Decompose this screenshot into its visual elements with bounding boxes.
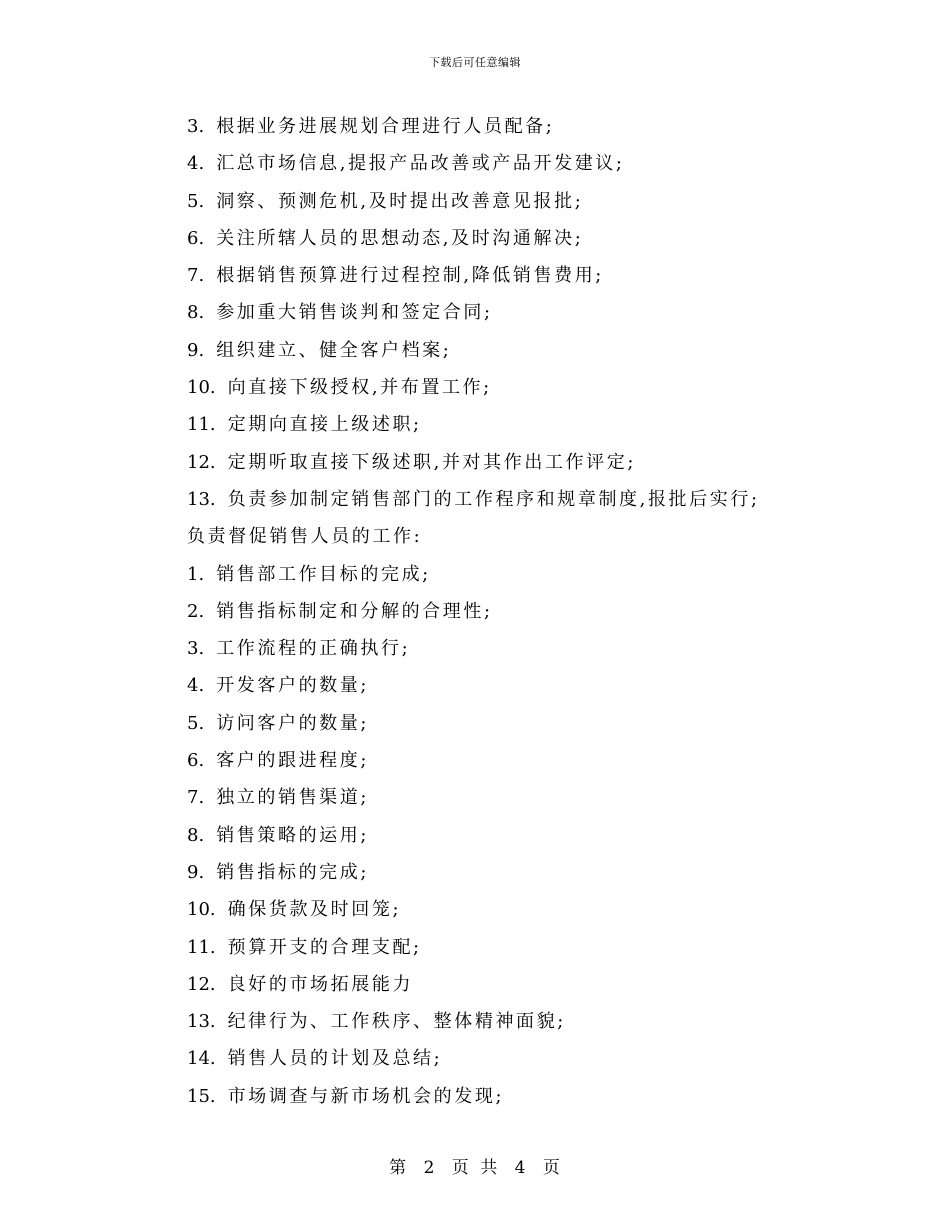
list-item <box>187 593 847 630</box>
list-item <box>187 817 847 854</box>
list-item-number: 4. <box>187 675 205 697</box>
list-item-text: 确保货款及时回笼; <box>227 899 402 921</box>
page-footer <box>0 1153 950 1178</box>
list-item <box>187 406 847 443</box>
list-item-number: 5. <box>187 712 205 734</box>
list-item-text: 工作流程的正确执行; <box>216 638 411 660</box>
document-body <box>187 108 847 1115</box>
footer-total-pages: 4 <box>514 1158 527 1178</box>
list-item-text: 负责参加制定销售部门的工作程序和规章制度,报批后实行; <box>227 488 760 510</box>
list-item <box>187 1040 847 1077</box>
list-item <box>187 1003 847 1040</box>
list-item-number: 3. <box>187 116 205 137</box>
list-item-number: 3. <box>187 638 205 660</box>
footer-page-number: 2 <box>423 1158 436 1178</box>
list-item-text: 销售人员的计划及总结; <box>227 1048 443 1070</box>
list-item-text: 客户的跟进程度; <box>216 750 370 772</box>
list-item-text: 定期向直接上级述职; <box>227 414 422 436</box>
page-header: 下载后可任意编辑 <box>429 56 521 69</box>
list-item-number: 4. <box>187 153 205 175</box>
list-item-number: 8. <box>187 302 205 324</box>
list-item-number: 13. <box>187 1011 216 1033</box>
list-item-number: 12. <box>187 451 216 473</box>
list-item-text: 市场调查与新市场机会的发现; <box>227 1085 505 1107</box>
list-item <box>187 444 847 481</box>
list-item <box>187 891 847 928</box>
list-item <box>187 145 847 182</box>
list-item-number: 10. <box>187 377 216 399</box>
list-item-text: 纪律行为、工作秩序、整体精神面貌; <box>227 1011 566 1033</box>
list-item-text: 访问客户的数量; <box>216 712 370 734</box>
list-item <box>187 332 847 369</box>
list-item-text: 参加重大销售谈判和签定合同; <box>216 302 493 324</box>
list-item-text: 良好的市场拓展能力 <box>227 973 414 995</box>
list-item <box>187 369 847 406</box>
list-item-text: 销售指标制定和分解的合理性; <box>216 600 493 622</box>
list-item-text: 根据销售预算进行过程控制,降低销售费用; <box>216 265 604 287</box>
list-item-text: 销售指标的完成; <box>216 861 370 883</box>
list-item-text: 销售部工作目标的完成; <box>216 563 431 585</box>
list-item-number: 11. <box>187 936 216 958</box>
list-item <box>187 966 847 1003</box>
list-item-number: 7. <box>187 265 205 287</box>
list-item-text: 洞察、预测危机,及时提出改善意见报批; <box>216 190 584 212</box>
list-item-number: 2. <box>187 600 205 622</box>
list-item-number: 12. <box>187 973 216 995</box>
list-item-text: 向直接下级授权,并布置工作; <box>227 377 492 399</box>
footer-prefix: 第 <box>389 1158 408 1178</box>
list-item-text: 开发客户的数量; <box>216 675 370 697</box>
list-item <box>187 705 847 742</box>
list-item-text: 销售策略的运用; <box>216 824 370 846</box>
list-item-number: 9. <box>187 339 205 361</box>
footer-middle: 页 共 <box>451 1158 499 1178</box>
list-item <box>187 779 847 816</box>
list-item-text: 关注所辖人员的思想动态,及时沟通解决; <box>216 227 584 249</box>
list-item <box>187 667 847 704</box>
list-item-number: 7. <box>187 787 205 809</box>
list-item-text: 独立的销售渠道; <box>216 787 370 809</box>
list-item <box>187 1078 847 1115</box>
list-item <box>187 294 847 331</box>
list-item-number: 6. <box>187 227 205 249</box>
list-item-number: 13. <box>187 488 216 510</box>
list-item-number: 10. <box>187 899 216 921</box>
section-heading <box>187 518 847 555</box>
list-item-number: 15. <box>187 1085 216 1107</box>
list-item <box>187 854 847 891</box>
list-item-text: 根据业务进展规划合理进行人员配备; <box>216 116 555 137</box>
footer-suffix: 页 <box>542 1158 561 1178</box>
list-item-number: 9. <box>187 861 205 883</box>
list-item <box>187 630 847 667</box>
list-item-text: 组织建立、健全客户档案; <box>216 339 452 361</box>
list-item-number: 11. <box>187 414 216 436</box>
list-item-number: 1. <box>187 563 205 585</box>
list-item <box>187 183 847 220</box>
list-item <box>187 929 847 966</box>
list-item-number: 8. <box>187 824 205 846</box>
list-item <box>187 108 847 145</box>
list-item-text: 定期听取直接下级述职,并对其作出工作评定; <box>227 451 637 473</box>
list-item-number: 6. <box>187 750 205 772</box>
list-item-text: 负责督促销售人员的工作: <box>187 526 423 548</box>
list-item <box>187 556 847 593</box>
list-item-text: 预算开支的合理支配; <box>227 936 422 958</box>
list-item-text: 汇总市场信息,提报产品改善或产品开发建议; <box>216 153 625 175</box>
list-item <box>187 220 847 257</box>
list-item <box>187 481 847 518</box>
list-item-number: 14. <box>187 1048 216 1070</box>
list-item <box>187 257 847 294</box>
list-item <box>187 742 847 779</box>
list-item-number: 5. <box>187 190 205 212</box>
